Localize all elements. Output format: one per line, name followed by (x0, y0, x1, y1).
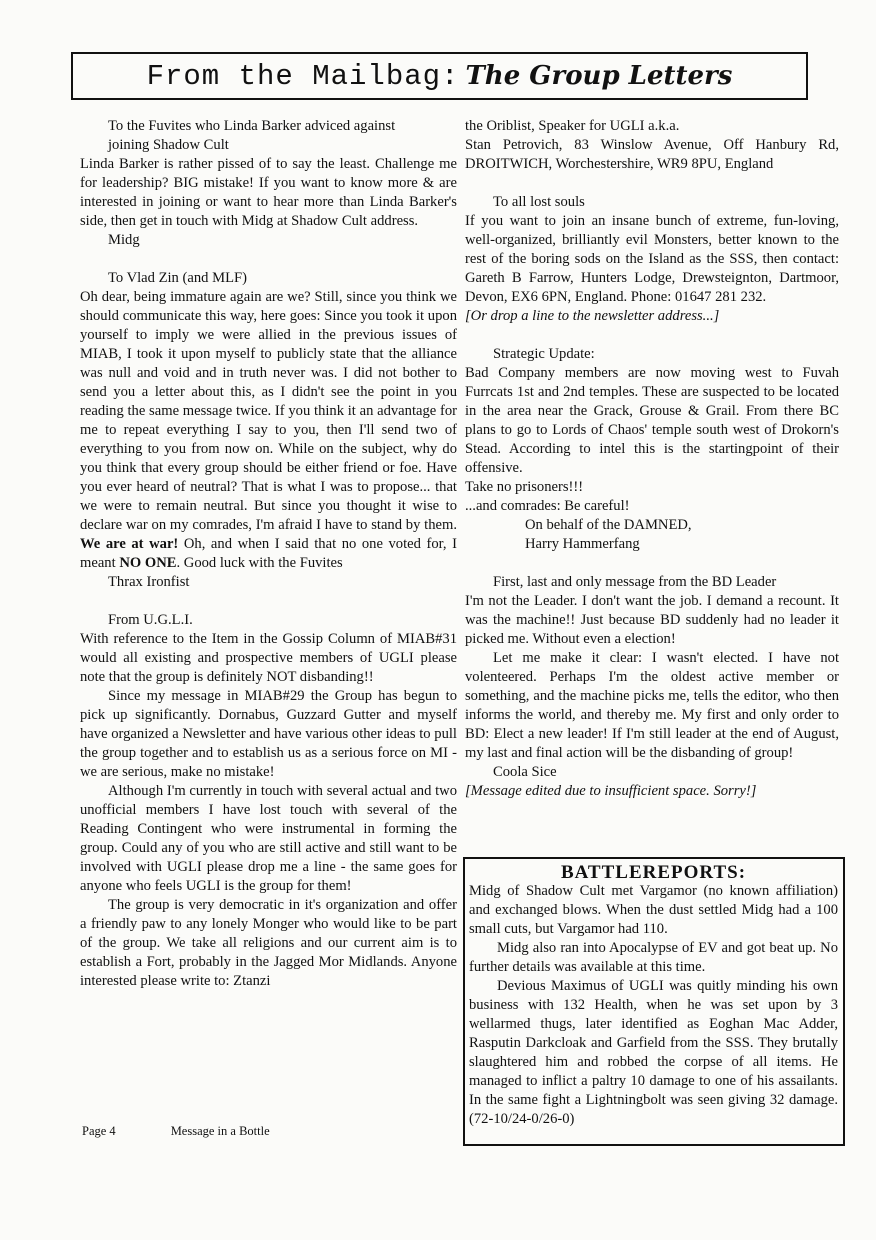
letter-4-body: If you want to join an insane bunch of extreme, fun-loving, well-organized, brilliantly evil Monsters, better known to the rest of the boring sods on the Island as the SSS, then contact: Gareth B Farrow, Hunters Lodge, Drewsteignton, Dartmoor, Devon, EX6 6PN, England. Phone: 01647 281 232. (465, 213, 839, 305)
letter-1-addressee-2: joining Shadow Cult (108, 137, 229, 153)
no-one-emphasis: NO ONE (119, 555, 177, 571)
letter-5-signature-2: Harry Hammerfang (525, 536, 640, 552)
editor-note-1: [Or drop a line to the newsletter address...] (465, 308, 720, 324)
letter-5-line-1: Take no prisoners!!! (465, 479, 584, 495)
letter-5-line-2: ...and comrades: Be careful! (465, 498, 630, 514)
letter-4-addressee: To all lost souls (493, 194, 585, 210)
letter-3-para-1: With reference to the Item in the Gossip Column of MIAB#31 would all existing and prospective members of UGLI please note that the group is definitely NOT disbanding!! (80, 631, 457, 685)
letter-1-signature: Midg (108, 232, 140, 248)
letter-3-continued: the Oriblist, Speaker for UGLI a.k.a. (465, 118, 680, 134)
letter-6-heading: First, last and only message from the BD Leader (493, 574, 777, 590)
header-title-script: The Group Letters (465, 61, 733, 91)
letter-2-signature: Thrax Ironfist (108, 574, 190, 590)
letter-3-para-3: Although I'm currently in touch with several actual and two unofficial members I have lost touch with several of the Reading Contingent who were instrumental in forming the group. Could any of you who are still active and still want to be involved with UGLI please drop me a line - the same goes for anyone who feels UGLI is the group for them! (80, 783, 457, 894)
letter-1-body: Linda Barker is rather pissed of to say the least. Challenge me for leadership? BIG mistake! If you want to know more & are interested in joining or want to hear more than Linda Barker's side, then get in touch with Midg at Shadow Cult address. (80, 156, 457, 229)
letter-3-address: Stan Petrovich, 83 Winslow Avenue, Off Hanbury Rd, DROITWICH, Worchestershire, WR9 8PU, England (465, 137, 839, 172)
letter-1-addressee: To the Fuvites who Linda Barker adviced against (108, 118, 396, 134)
page-footer (82, 1124, 270, 1139)
battlereports-title: BATTLEREPORTS: (560, 862, 747, 883)
letter-2-addressee: To Vlad Zin (and MLF) (108, 270, 247, 286)
letter-6-para-2: Let me make it clear: I wasn't elected. I have not volenteered. Perhaps I'm the oldest active member or something, and the machine picks me, tells the editor, who then informs the world, and thereby me. My first and only order to BD: Elect a new leader! If I'm still leader at the end of August, my last and final action will be the disbanding of group! (465, 650, 839, 761)
header-title-mono: From the Mailbag: (146, 59, 460, 93)
right-column (465, 117, 839, 801)
letter-5-body: Bad Company members are now moving west to Fuvah Furrcats 1st and 2nd temples. These are suspected to be located in the area near the Grack, Grouse & Grail. From there BC plans to go to Lords of Chaos' temple south west of Drokorn's Stead. According to intel this is the startingpoint of their offensive. (465, 365, 839, 476)
letter-3-para-2: Since my message in MIAB#29 the Group has begun to pick up significantly. Dornabus, Guzzard Gutter and myself have organized a Newsletter and have various other ideas to pull the group together and to establish us as a serious force on MI - we are serious, make no mistake! (80, 688, 457, 780)
editor-note-2: [Message edited due to insufficient space. Sorry!] (465, 783, 757, 799)
letter-5-heading: Strategic Update: (493, 346, 595, 362)
left-column (80, 117, 457, 991)
letter-6-signature: Coola Sice (493, 764, 557, 780)
letter-5-signature-1: On behalf of the DAMNED, (525, 517, 692, 533)
page-header (71, 52, 808, 100)
war-declaration: We are at war! (80, 536, 179, 552)
battlereports-box (463, 857, 845, 1146)
letter-2-body: Oh dear, being immature again are we? Still, since you think we should communicate this way, here goes: Since you took it upon yourself to imply we were allied in the previous issues of MIAB, I took it upon myself to publicly state that the alliance was null and void and in truth never was. I did not bother to send you a letter about this, as I didn't see the point in you reading the same message twice. If you think it an advantage for me to repeat everything I say to you, then I'll send two of everything to you from now on. While on the subject, why do you think that every group should be either friend or foe. Have you ever heard of neutral? That is what I was to propose... that we were to remain neutral. But since you thought it wise to declare war on my comrades, I'm afraid I have to stand by them. We are at war! Oh, and when I said that no one voted for, I meant NO ONE. Good luck with the Fuvites (80, 289, 458, 571)
letter-3-heading: From U.G.L.I. (108, 612, 193, 628)
publication-name: Message in a Bottle (170, 1124, 270, 1138)
page-number: Page 4 (82, 1124, 116, 1138)
battle-report-1: Midg of Shadow Cult met Vargamor (no known affiliation) and exchanged blows. When the dust settled Midg had a 100 small cuts, but Vargamor had 110. (469, 883, 838, 937)
battle-report-3: Devious Maximus of UGLI was quitly minding his own business with 132 Health, when he was set upon by 3 wellarmed thugs, later identified as Eoghan Mac Adder, Rasputin Darkcloak and Garfield from the SSS. They brutally slaughtered him and robbed the corpse of all items. He managed to inflict a paltry 10 damage to one of his assailants. In the same fight a Lightningbolt was seen giving 32 damage. (72-10/24-0/26-0) (469, 978, 838, 1127)
battle-report-2: Midg also ran into Apocalypse of EV and got beat up. No further details was available at this time. (469, 940, 838, 975)
letter-3-para-4: The group is very democratic in it's organization and offer a friendly paw to any lonely Monger who would like to be part of the group. We take all religions and our current aim is to establish a Fort, probably in the Jagged Mor Midlands. Anyone interested please write to: Ztanzi (80, 897, 457, 989)
letter-6-para-1: I'm not the Leader. I don't want the job. I demand a recount. It was the machine!! Just because BD suddenly had no leader it picked me. Without even a election! (465, 593, 839, 647)
